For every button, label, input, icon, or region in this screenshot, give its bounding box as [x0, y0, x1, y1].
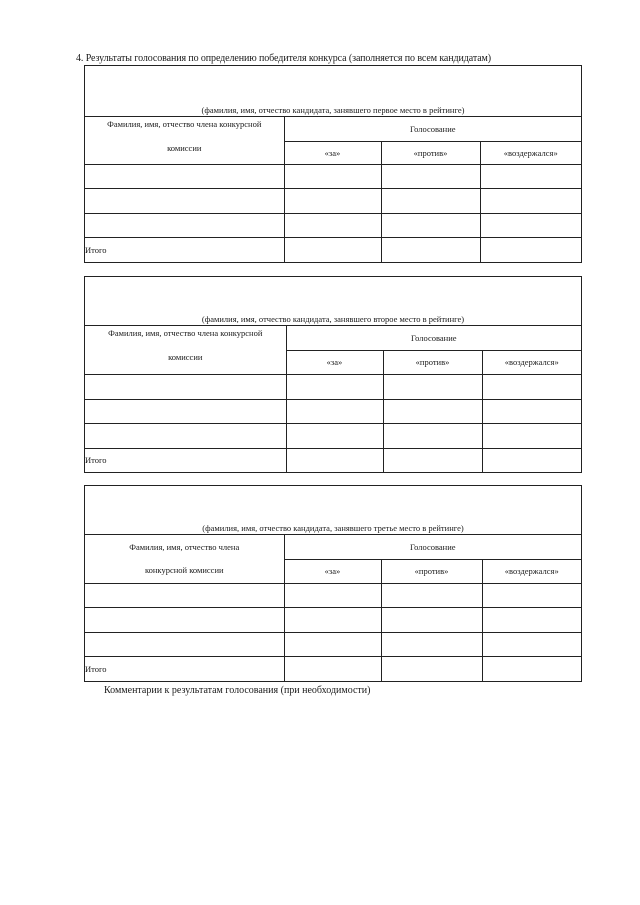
- table-row: [85, 374, 581, 399]
- candidate-name-field[interactable]: [85, 486, 581, 535]
- total-abstained-cell[interactable]: [480, 237, 581, 262]
- col-for-header: «за»: [284, 559, 381, 583]
- candidate-caption: (фамилия, имя, отчество кандидата, занявшего второе место в рейтинге): [201, 314, 465, 324]
- member-cell[interactable]: [85, 188, 284, 213]
- col-against-header: «против»: [381, 141, 480, 164]
- table-row: [85, 583, 581, 607]
- member-column-header: Фамилия, имя, отчество члена конкурсной комиссии: [85, 117, 284, 164]
- vote-grid: [85, 117, 581, 262]
- for-cell[interactable]: [284, 607, 381, 632]
- candidate-caption: (фамилия, имя, отчество кандидата, занявшего первое место в рейтинге): [201, 105, 465, 115]
- col-for-header: «за»: [284, 141, 381, 164]
- for-cell[interactable]: [284, 164, 381, 188]
- for-cell[interactable]: [284, 213, 381, 237]
- member-column-header: Фамилия, имя, отчество члена конкурсной комиссии: [85, 326, 286, 374]
- member-column-header: Фамилия, имя, отчество члена конкурсной комиссии: [85, 535, 284, 583]
- abstained-cell[interactable]: [482, 423, 581, 448]
- against-cell[interactable]: [383, 374, 482, 399]
- candidate-name-field[interactable]: [85, 66, 581, 117]
- for-cell[interactable]: [284, 583, 381, 607]
- total-against-cell[interactable]: [383, 448, 482, 472]
- vote-grid: [85, 326, 581, 472]
- for-cell[interactable]: [286, 399, 383, 423]
- col-abstained-header: «воздержался»: [480, 141, 581, 164]
- table-row: [85, 632, 581, 656]
- col-for-header: «за»: [286, 350, 383, 374]
- member-cell[interactable]: [85, 632, 284, 656]
- col-abstained-header: «воздержался»: [482, 350, 581, 374]
- table-row: [85, 607, 581, 632]
- col-abstained-header: «воздержался»: [482, 559, 581, 583]
- total-label: Итого: [85, 656, 284, 681]
- section-heading: 4. Результаты голосования по определению победителя конкурса (заполняется по всем кандидатам): [76, 53, 492, 64]
- total-row: [85, 448, 581, 472]
- total-abstained-cell[interactable]: [482, 448, 581, 472]
- candidate-name-field[interactable]: [85, 277, 581, 326]
- total-against-cell[interactable]: [381, 237, 480, 262]
- table-row: [85, 399, 581, 423]
- against-cell[interactable]: [381, 213, 480, 237]
- member-cell[interactable]: [85, 583, 284, 607]
- abstained-cell[interactable]: [480, 164, 581, 188]
- member-cell[interactable]: [85, 399, 286, 423]
- voting-table-third-place: [84, 485, 582, 682]
- total-abstained-cell[interactable]: [482, 656, 581, 681]
- total-against-cell[interactable]: [381, 656, 482, 681]
- voting-header: Голосование: [284, 535, 581, 559]
- for-cell[interactable]: [286, 423, 383, 448]
- voting-table-first-place: [84, 65, 582, 263]
- total-label: Итого: [85, 448, 286, 472]
- table-row: [85, 188, 581, 213]
- total-row: [85, 656, 581, 681]
- voting-header: Голосование: [284, 117, 581, 141]
- table-row: [85, 164, 581, 188]
- total-for-cell[interactable]: [284, 656, 381, 681]
- against-cell[interactable]: [381, 583, 482, 607]
- abstained-cell[interactable]: [482, 374, 581, 399]
- comment-label: Комментарии к результатам голосования (при необходимости): [104, 685, 371, 696]
- total-for-cell[interactable]: [284, 237, 381, 262]
- col-against-header: «против»: [381, 559, 482, 583]
- abstained-cell[interactable]: [480, 213, 581, 237]
- table-row: [85, 423, 581, 448]
- against-cell[interactable]: [381, 607, 482, 632]
- total-for-cell[interactable]: [286, 448, 383, 472]
- member-cell[interactable]: [85, 164, 284, 188]
- for-cell[interactable]: [286, 374, 383, 399]
- total-label: Итого: [85, 237, 284, 262]
- against-cell[interactable]: [383, 399, 482, 423]
- col-against-header: «против»: [383, 350, 482, 374]
- member-cell[interactable]: [85, 374, 286, 399]
- candidate-caption: (фамилия, имя, отчество кандидата, занявшего третье место в рейтинге): [202, 523, 464, 533]
- member-cell[interactable]: [85, 607, 284, 632]
- abstained-cell[interactable]: [482, 607, 581, 632]
- against-cell[interactable]: [381, 188, 480, 213]
- member-cell[interactable]: [85, 423, 286, 448]
- voting-table-second-place: [84, 276, 582, 473]
- against-cell[interactable]: [381, 632, 482, 656]
- table-row: [85, 213, 581, 237]
- vote-grid: [85, 535, 581, 681]
- total-row: [85, 237, 581, 262]
- for-cell[interactable]: [284, 188, 381, 213]
- abstained-cell[interactable]: [480, 188, 581, 213]
- abstained-cell[interactable]: [482, 632, 581, 656]
- against-cell[interactable]: [381, 164, 480, 188]
- for-cell[interactable]: [284, 632, 381, 656]
- voting-header: Голосование: [286, 326, 581, 350]
- against-cell[interactable]: [383, 423, 482, 448]
- abstained-cell[interactable]: [482, 583, 581, 607]
- member-cell[interactable]: [85, 213, 284, 237]
- abstained-cell[interactable]: [482, 399, 581, 423]
